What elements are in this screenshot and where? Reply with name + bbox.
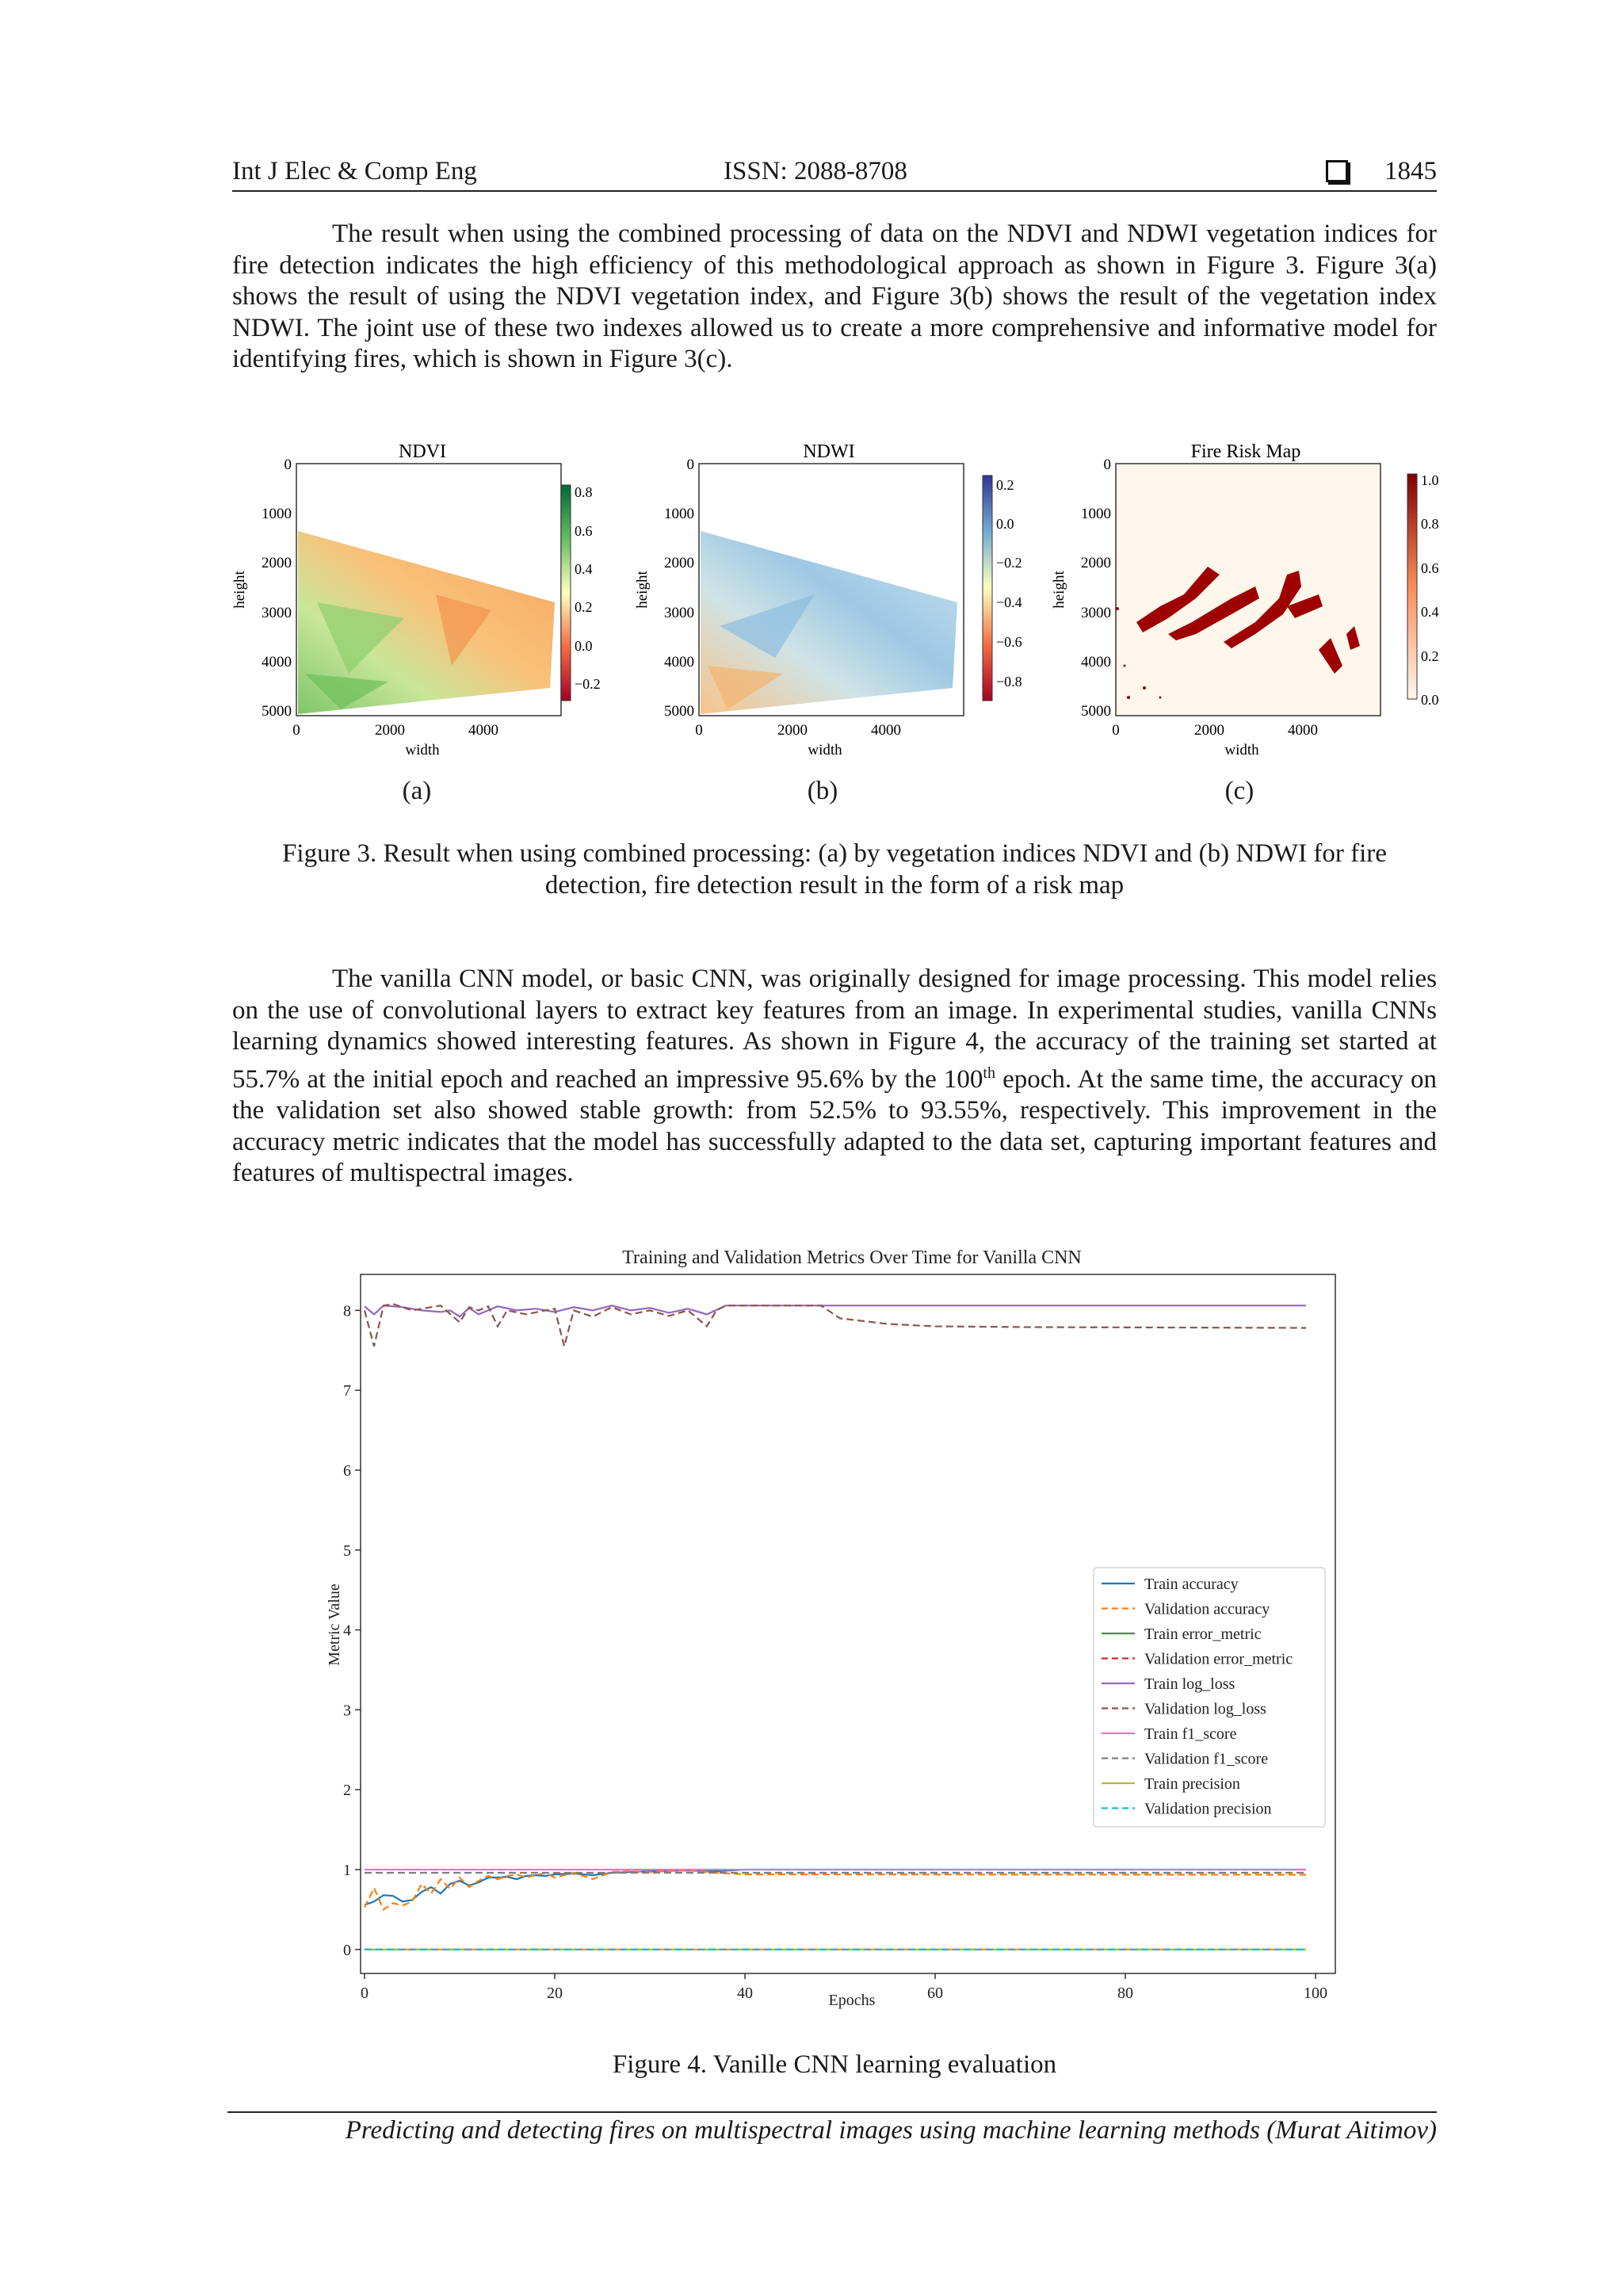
svg-text:2000: 2000: [664, 555, 694, 571]
panel-title-ndvi: NDVI: [399, 441, 446, 462]
svg-text:4000: 4000: [664, 654, 694, 670]
y-tick-label: 2: [343, 1782, 351, 1800]
svg-text:5000: 5000: [1081, 703, 1111, 720]
chart-title: Training and Validation Metrics Over Time for Vanilla CNN: [622, 1247, 1082, 1268]
svg-text:0.0: 0.0: [575, 638, 593, 654]
y-tick-label: 5: [343, 1541, 351, 1560]
legend-label: Train log_loss: [1144, 1675, 1235, 1693]
colorbar-ndwi: [983, 476, 992, 701]
xtick: 2000: [375, 722, 405, 739]
svg-text:0.0: 0.0: [996, 516, 1014, 532]
footer-rule: [227, 2111, 1437, 2113]
svg-text:2000: 2000: [1194, 722, 1224, 739]
footer-citation: Predicting and detecting fires on multispectral images using machine learning methods (Murat Aitimov): [345, 2116, 1437, 2145]
svg-text:0.4: 0.4: [1421, 604, 1439, 620]
panel-title-ndwi: NDWI: [803, 441, 855, 462]
y-tick-label: 3: [343, 1702, 351, 1720]
x-tick-label: 40: [737, 1985, 753, 2002]
svg-text:width: width: [1224, 742, 1259, 758]
svg-text:4000: 4000: [1081, 654, 1111, 670]
svg-text:3000: 3000: [1081, 605, 1111, 621]
svg-text:0.6: 0.6: [575, 523, 593, 539]
x-tick-label: 100: [1304, 1985, 1327, 2002]
subfigure-label-a: (a): [402, 777, 432, 805]
series-line-validation-log-loss: [365, 1304, 1306, 1346]
svg-text:0: 0: [686, 457, 694, 473]
legend-label: Train accuracy: [1144, 1576, 1239, 1593]
svg-text:−0.6: −0.6: [996, 634, 1022, 650]
svg-text:5000: 5000: [664, 703, 694, 720]
figure-3: [230, 436, 1439, 769]
svg-text:−0.8: −0.8: [996, 674, 1022, 690]
x-tick-label: 60: [927, 1985, 943, 2002]
svg-text:−0.2: −0.2: [575, 676, 601, 692]
ytick: 5000: [262, 703, 292, 720]
svg-text:0.0: 0.0: [1421, 692, 1439, 708]
svg-text:0.2: 0.2: [996, 477, 1014, 493]
y-tick-label: 6: [343, 1461, 351, 1480]
xlabel: width: [405, 742, 440, 758]
paragraph-2-part-2: epoch. At the same time, the accuracy on the validation set also showed stable growth: from 52.5% to 93.55%, respectively. This improvement in the accuracy metric indicates that the model has successfully adapted to the data set, capturing important features and features of multispectral images.: [232, 1064, 1437, 1187]
svg-text:2000: 2000: [777, 722, 808, 739]
xtick: 4000: [468, 722, 498, 739]
svg-text:0.8: 0.8: [1421, 516, 1439, 532]
colorbar-ndvi: [561, 485, 571, 701]
page-header: [232, 155, 1437, 192]
svg-text:0.2: 0.2: [1421, 648, 1439, 664]
legend-label: Train f1_score: [1144, 1725, 1237, 1743]
legend-label: Train precision: [1144, 1775, 1240, 1793]
series-line-train-log-loss: [365, 1305, 1306, 1316]
y-axis-label: Metric Value: [326, 1584, 343, 1666]
figure-3-caption-line-2: detection, fire detection result in the form of a risk map: [544, 871, 1125, 900]
svg-text:0.2: 0.2: [575, 599, 593, 615]
figure-3-caption-line-1: Figure 3. Result when using combined processing: (a) by vegetation indices NDVI and (b) NDWI for fire: [282, 839, 1387, 868]
svg-text:width: width: [808, 742, 842, 758]
issn: ISSN: 2088-8708: [724, 157, 907, 185]
figure-4-caption: Figure 4. Vanille CNN learning evaluation: [612, 2050, 1057, 2079]
legend-label: Train error_metric: [1144, 1626, 1262, 1643]
y-tick-label: 7: [343, 1382, 351, 1400]
svg-text:0.8: 0.8: [575, 484, 593, 500]
y-tick-label: 4: [343, 1622, 351, 1640]
journal-name: Int J Elec & Comp Eng: [232, 157, 477, 185]
svg-text:0: 0: [1103, 457, 1111, 473]
legend-label: Validation f1_score: [1144, 1750, 1269, 1768]
svg-text:1.0: 1.0: [1421, 472, 1439, 488]
x-tick-label: 0: [361, 1985, 369, 2002]
legend-label: Validation error_metric: [1144, 1650, 1293, 1668]
colorbar-fire: [1407, 474, 1417, 699]
legend-label: Validation precision: [1144, 1800, 1272, 1818]
ytick: 3000: [262, 605, 292, 621]
y-tick-label: 0: [343, 1941, 351, 1959]
subfigure-label-c: (c): [1224, 777, 1254, 805]
svg-text:height: height: [1051, 571, 1067, 609]
paragraph-2-part-1: The vanilla CNN model, or basic CNN, was originally designed for image processing. This model relies on the use of convolutional layers to extract key features from an image. In experimental studies, vanilla CNNs learning dynamics showed interesting features. As shown in Figure 4, the accuracy of the training set started at 55.7% at the initial epoch and reached an impressive 95.6% by the 100: [232, 965, 1437, 1094]
paragraph-1: The result when using the combined processing of data on the NDVI and NDWI vegetation indices for fire detection indicates the high efficiency of this methodological approach as shown in Figure 3. Figure 3(a) shows the result of using the NDVI vegetation index, and Figure 3(b) shows the result of the vegetation index NDWI. The joint use of these two indexes allowed us to create a more comprehensive and informative model for identifying fires, which is shown in Figure 3(c).: [232, 220, 1437, 373]
panel-title-fire-risk: Fire Risk Map: [1190, 441, 1301, 462]
svg-text:3000: 3000: [664, 605, 694, 621]
xtick: 0: [292, 722, 300, 739]
panel-ndwi: [634, 441, 1022, 758]
ytick: 1000: [262, 506, 292, 522]
panel-fire-risk: [1051, 441, 1439, 758]
svg-text:1000: 1000: [1081, 506, 1111, 522]
x-axis-label: Epochs: [828, 1992, 876, 2009]
legend-label: Validation accuracy: [1144, 1600, 1270, 1618]
panel-ndvi: [231, 441, 601, 758]
svg-text:4000: 4000: [871, 722, 901, 739]
x-tick-label: 80: [1117, 1985, 1133, 2002]
x-tick-label: 20: [547, 1985, 563, 2002]
ylabel: height: [231, 571, 248, 609]
legend-label: Validation log_loss: [1144, 1700, 1266, 1718]
svg-text:−0.2: −0.2: [996, 555, 1022, 571]
subfigure-label-b: (b): [807, 777, 838, 805]
svg-text:2000: 2000: [1081, 555, 1111, 571]
ytick: 0: [284, 457, 292, 473]
figure-3-caption: [232, 838, 1437, 901]
svg-text:0.6: 0.6: [1421, 560, 1439, 576]
paragraph-2: [232, 964, 1437, 1190]
ytick: 2000: [262, 555, 292, 571]
svg-text:−0.4: −0.4: [996, 594, 1022, 610]
y-tick-label: 1: [343, 1861, 351, 1879]
svg-text:4000: 4000: [1288, 722, 1318, 739]
page-number: 1845: [1384, 157, 1437, 185]
figure-4-chart: [317, 1244, 1347, 2021]
svg-text:height: height: [634, 571, 651, 609]
svg-text:0: 0: [695, 722, 703, 739]
svg-text:0.4: 0.4: [575, 561, 593, 577]
square-icon: [1326, 160, 1348, 182]
ytick: 4000: [262, 654, 292, 670]
superscript-th: th: [983, 1064, 995, 1082]
y-tick-label: 8: [343, 1302, 351, 1320]
svg-text:1000: 1000: [664, 506, 694, 522]
svg-text:0: 0: [1112, 722, 1120, 739]
